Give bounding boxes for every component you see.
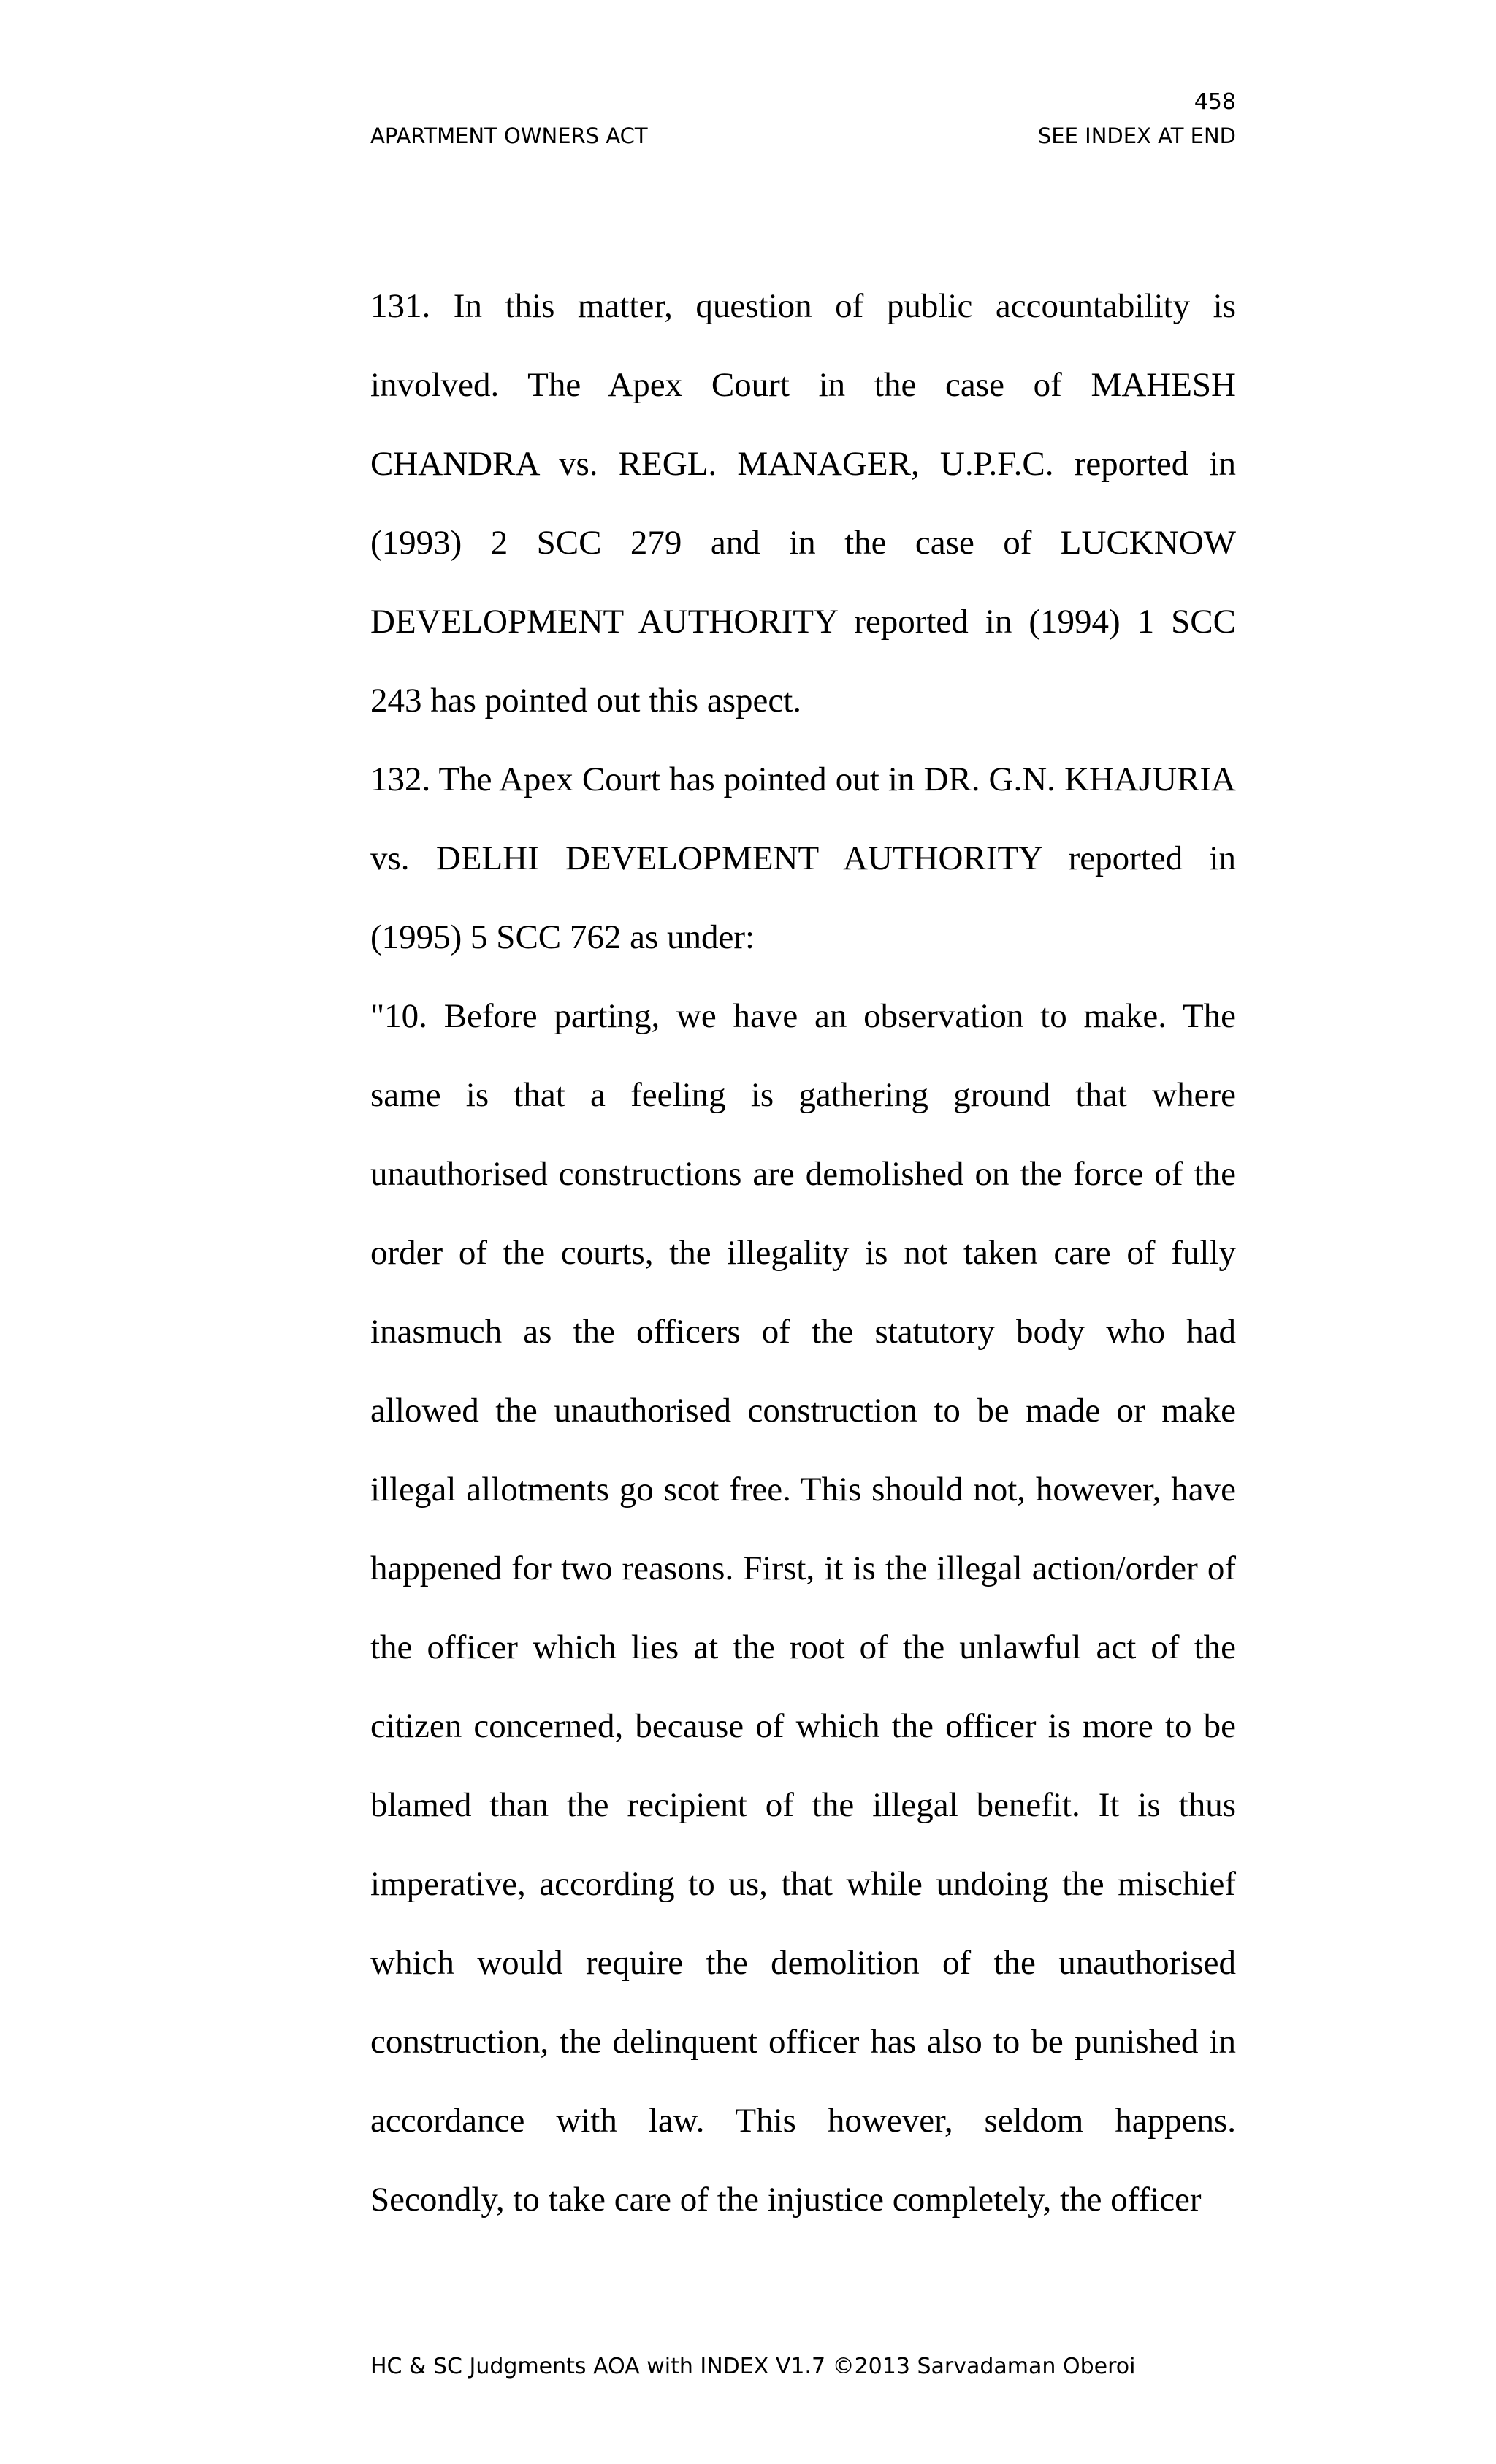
page-number: 458 [1194,89,1236,115]
page-header [370,121,1236,150]
page-footer: HC & SC Judgments AOA with INDEX V1.7 ©2013 Sarvadaman Oberoi [370,2354,1136,2379]
judgment-text [370,267,1236,2239]
quoted-paragraph-10: "10. Before parting, we have an observation to make. The same is that a feeling is gathering ground that where unauthorised constructions are demolished on the force of the order of the courts, the illegality is not taken care of fully inasmuch as the officers of the statutory body who had allowed the unauthorised construction to be made or make illegal allotments go scot free. This should not, however, have happened for two reasons. First, it is the illegal action/order of the officer which lies at the root of the unlawful act of the citizen concerned, because of which the officer is more to be blamed than the recipient of the illegal benefit. It is thus imperative, according to us, that while undoing the mischief which would require the demolition of the unauthorised construction, the delinquent officer has also to be punished in accordance with law. This however, seldom happens. Secondly, to take care of the injustice completely, the officer [370,997,1236,2219]
paragraph-131: 131. In this matter, question of public accountability is involved. The Apex Court in the case of MAHESH CHANDRA vs. REGL. MANAGER, U.P.F.C. reported in (1993) 2 SCC 279 and in the case of LUCKNOW DEVELOPMENT AUTHORITY reported in (1994) 1 SCC 243 has pointed out this aspect. [370,287,1236,720]
header-index-note: SEE INDEX AT END [1037,123,1236,148]
paragraph-132: 132. The Apex Court has pointed out in DR. G.N. KHAJURIA vs. DELHI DEVELOPMENT AUTHORITY reported in (1995) 5 SCC 762 as under: [370,760,1236,956]
header-title: APARTMENT OWNERS ACT [370,123,648,148]
